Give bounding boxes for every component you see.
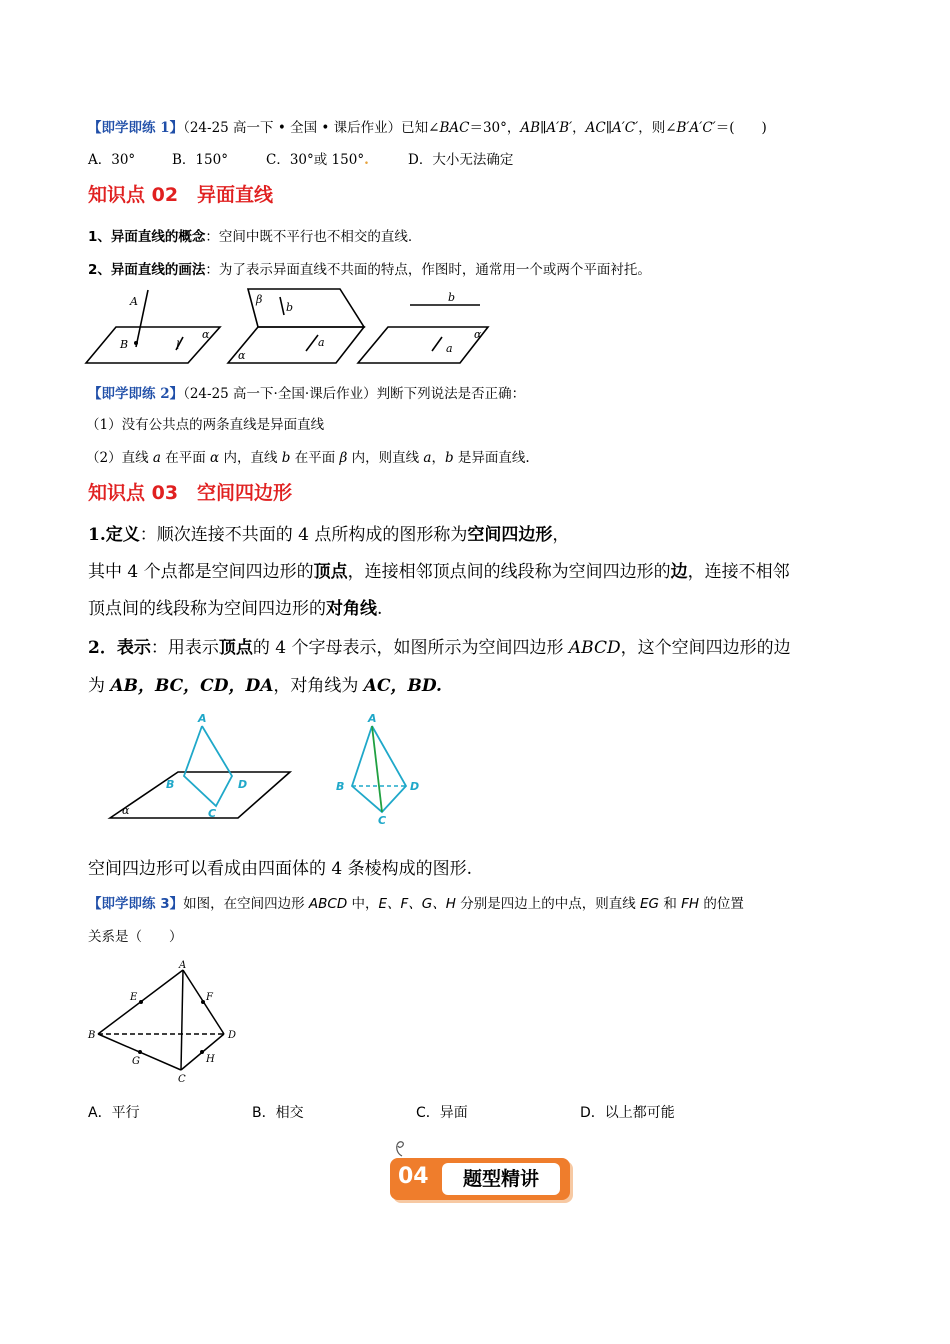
space-quadrilateral-figures bbox=[100, 710, 450, 830]
badge-label: 题型精讲 bbox=[442, 1163, 560, 1195]
skew-concept: 1、异面直线的概念：空间中既不平行也不相交的直线. bbox=[88, 229, 413, 245]
tetrahedron-abcd bbox=[352, 726, 406, 812]
practice1-option-c: C．30°或 150°. bbox=[266, 152, 369, 168]
label-A: A bbox=[130, 295, 138, 308]
label-C: C bbox=[208, 807, 217, 820]
definition-line: 1.定义：顺次连接不共面的 4 点所构成的图形称为空间四边形， bbox=[88, 525, 570, 545]
representation-line-2: 为 AB，BC，CD，DA，对角线为 AC，BD. bbox=[88, 676, 442, 696]
practice-tag: 【即学即练 2】 bbox=[88, 386, 184, 402]
practice-tag: 【即学即练 3】 bbox=[88, 896, 184, 912]
practice3-option-a: A．平行 bbox=[88, 1105, 140, 1121]
label-D: D bbox=[228, 1030, 237, 1041]
practice2-item2: （2）直线 a 在平面 α 内，直线 b 在平面 β 内，则直线 a，b 是异面直线. bbox=[86, 450, 530, 466]
section-title-skew-lines: 知识点 02 异面直线 bbox=[88, 184, 274, 206]
skew-figure-2 bbox=[228, 289, 364, 363]
label-b: b bbox=[448, 291, 456, 304]
label-C: C bbox=[378, 814, 387, 827]
practice1-option-a: A．30° bbox=[88, 152, 136, 168]
label-G: G bbox=[132, 1056, 140, 1067]
practice3-option-c: C．异面 bbox=[416, 1105, 468, 1121]
label-C: C bbox=[178, 1074, 186, 1085]
practice1-option-d: D．大小无法确定 bbox=[408, 152, 514, 168]
skew-figure-1 bbox=[86, 290, 220, 363]
quadrilateral-abcd bbox=[184, 726, 232, 806]
badge-number: 04 bbox=[398, 1164, 429, 1189]
label-b: b bbox=[286, 301, 294, 314]
section-badge bbox=[390, 1158, 570, 1200]
plane-alpha bbox=[110, 772, 290, 818]
label-E: E bbox=[130, 992, 138, 1003]
practice3-stem-2: 关系是（ ） bbox=[88, 929, 183, 945]
practice2-stem: 【即学即练 2】（24-25 高一下·全国·课后作业）判断下列说法是否正确： bbox=[88, 386, 526, 402]
label-l: l bbox=[176, 339, 180, 352]
practice3-option-d: D．以上都可能 bbox=[580, 1105, 675, 1121]
label-beta: β bbox=[256, 293, 263, 306]
label-B: B bbox=[120, 338, 129, 351]
label-H: H bbox=[206, 1054, 215, 1065]
label-B: B bbox=[88, 1030, 96, 1041]
label-A: A bbox=[179, 960, 187, 971]
label-alpha: α bbox=[122, 804, 130, 817]
skew-figure-3 bbox=[358, 305, 488, 363]
practice-tag: 【即学即练 1】 bbox=[88, 120, 184, 136]
label-a: a bbox=[446, 342, 453, 355]
section-title-space-quadrilateral: 知识点 03 空间四边形 bbox=[88, 482, 293, 504]
label-D: D bbox=[238, 778, 248, 791]
label-A: A bbox=[198, 712, 207, 725]
representation-line: 2．表示：用表示顶点的 4 个字母表示，如图所示为空间四边形 ABCD，这个空间四边形的边 bbox=[88, 638, 791, 658]
summary-line: 空间四边形可以看成由四面体的 4 条棱构成的图形. bbox=[88, 859, 473, 879]
label-alpha: α bbox=[474, 328, 482, 341]
practice3-option-b: B．相交 bbox=[252, 1105, 304, 1121]
practice1-option-b: B．150° bbox=[172, 152, 228, 168]
label-B: B bbox=[336, 780, 345, 793]
label-F: F bbox=[206, 992, 213, 1003]
label-a: a bbox=[318, 336, 325, 349]
label-alpha: α bbox=[202, 328, 210, 341]
skew-drawing-method: 2、异面直线的画法：为了表示异面直线不共面的特点，作图时，通常用一个或两个平面衬托。 bbox=[88, 262, 651, 278]
skew-lines-figures bbox=[80, 285, 500, 370]
label-A: A bbox=[368, 712, 377, 725]
practice3-stem: 【即学即练 3】如图，在空间四边形 ABCD 中，E、F、G、H 分别是四边上的中点，则直线 EG 和 FH 的位置 bbox=[88, 896, 744, 912]
label-alpha: α bbox=[238, 349, 246, 362]
practice1-stem: 【即学即练 1】（24-25 高一下 • 全国 • 课后作业）已知∠BAC＝30°，AB∥A′B′，AC∥A′C′，则∠B′A′C′＝( ) bbox=[88, 120, 767, 136]
practice3-figure bbox=[86, 958, 256, 1088]
label-D: D bbox=[410, 780, 420, 793]
curl-decoration-icon bbox=[392, 1138, 412, 1158]
label-B: B bbox=[166, 778, 175, 791]
definition-line-2: 其中 4 个点都是空间四边形的顶点，连接相邻顶点间的线段称为空间四边形的边，连接不相邻 bbox=[88, 562, 790, 582]
definition-line-3: 顶点间的线段称为空间四边形的对角线. bbox=[88, 599, 383, 619]
practice2-item1: （1）没有公共点的两条直线是异面直线 bbox=[86, 417, 325, 433]
diagonal-ac bbox=[372, 726, 382, 812]
